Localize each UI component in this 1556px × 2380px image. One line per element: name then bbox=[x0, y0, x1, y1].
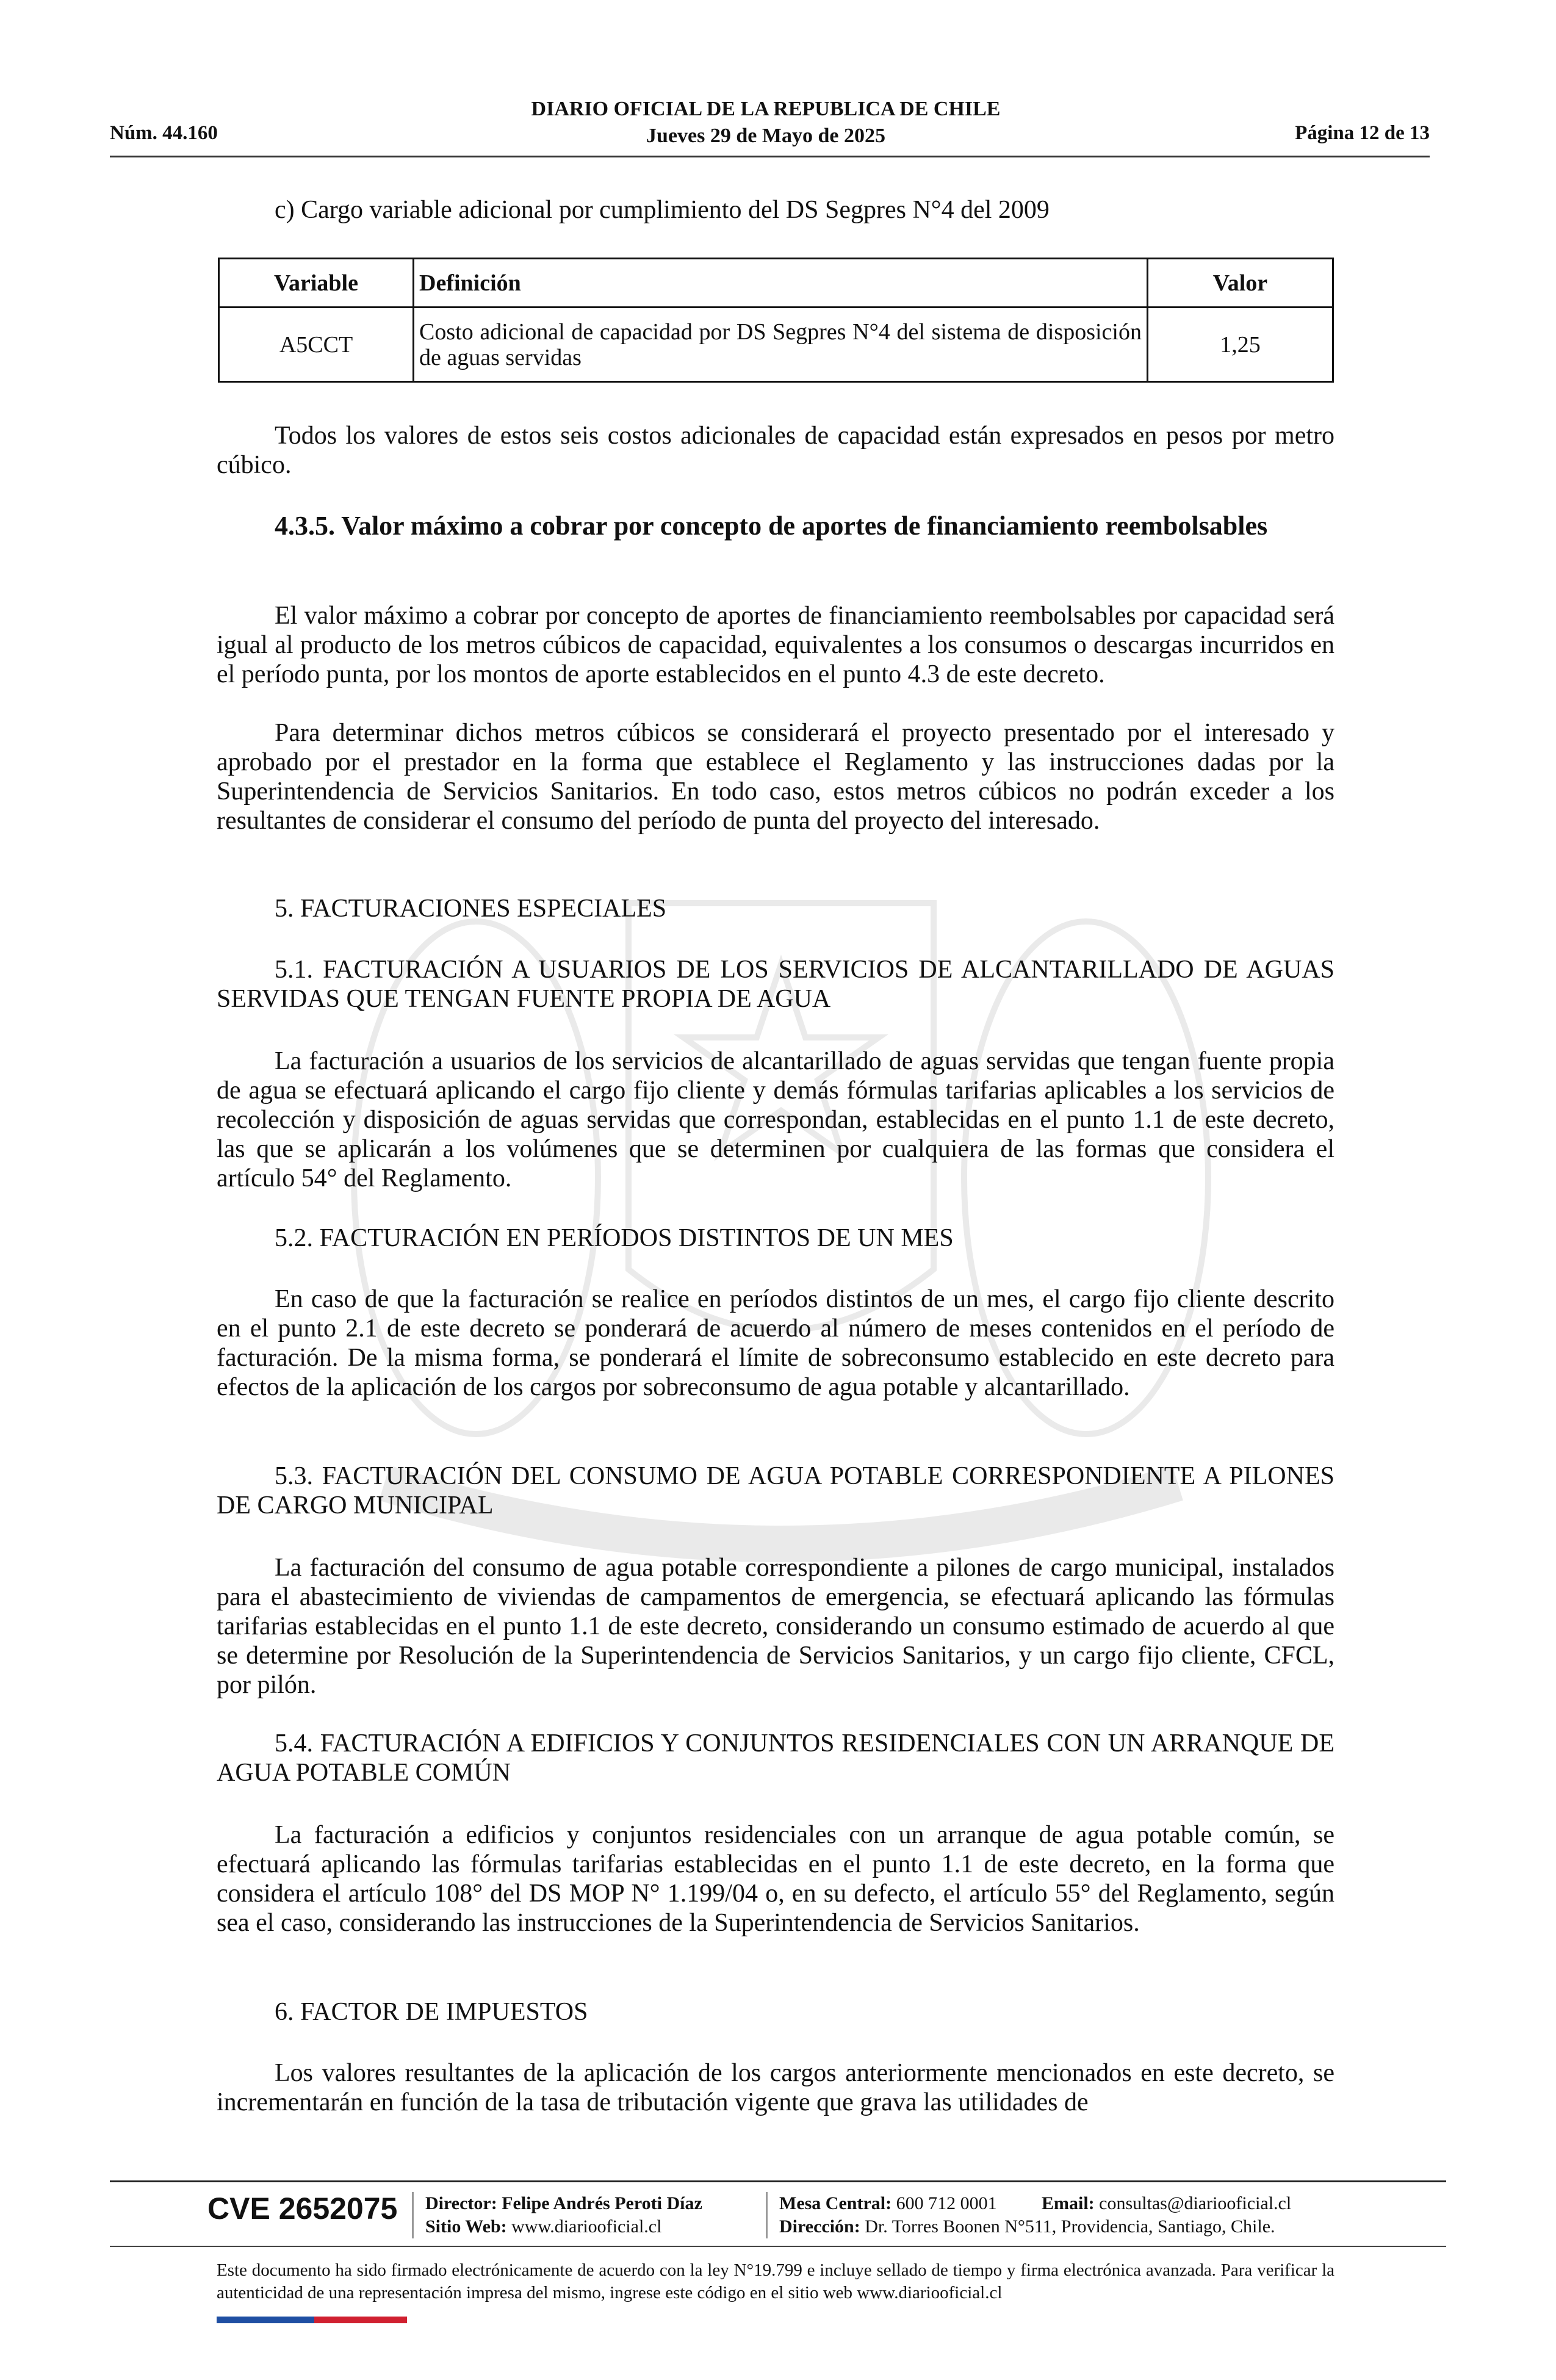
paragraph-5-4: La facturación a edificios y conjuntos residenciales con un arranque de agua potable común, se efectuará aplicando las fórmulas tarifarias establecidas en el punto 1.1 de este decreto, en la forma que considera el artículo 108° del DS MOP N° 1.199/04 o, en su defecto, el artículo 55° del Reglamento, según sea el caso, considerando las instrucciones de la Superintendencia de Servicios Sanitarios. bbox=[217, 1821, 1334, 1937]
director-name: Felipe Andrés Peroti Díaz bbox=[502, 2193, 702, 2213]
table-header-definicion: Definición bbox=[414, 259, 1148, 308]
publication-date: Jueves 29 de Mayo de 2025 bbox=[646, 124, 885, 147]
address-value: Dr. Torres Boonen N°511, Providencia, Santiago, Chile. bbox=[865, 2216, 1275, 2237]
footer-legal-note: Este documento ha sido firmado electrónicamente de acuerdo con la ley N°19.799 e incluye sellado de tiempo y firma electrónica avanzada. Para verificar la autenticidad de una representación impresa del mismo, ingrese este código en el sitio web www.diariooficial.cl bbox=[217, 2260, 1334, 2302]
mesa-phone: 600 712 0001 bbox=[896, 2193, 997, 2213]
paragraph-4-3-5-a: El valor máximo a cobrar por concepto de aportes de financiamiento reembolsables por capacidad será igual al producto de los metros cúbicos de capacidad, equivalentes a los consumos o descargas incurridos en el período punta, por los montos de aporte establecidos en el punto 4.3 de este decreto. bbox=[217, 602, 1334, 688]
heading-5-2: 5.2. FACTURACIÓN EN PERÍODOS DISTINTOS DE UN MES bbox=[275, 1224, 954, 1252]
heading-5-4: 5.4. FACTURACIÓN A EDIFICIOS Y CONJUNTOS RESIDENCIALES CON UN ARRANQUE DE AGUA POTABLE COMÚN bbox=[217, 1729, 1334, 1787]
table-header-variable: Variable bbox=[219, 259, 414, 308]
heading-5-1: 5.1. FACTURACIÓN A USUARIOS DE LOS SERVICIOS DE ALCANTARILLADO DE AGUAS SERVIDAS QUE TENGAN FUENTE PROPIA DE AGUA bbox=[217, 956, 1334, 1013]
footer-director bbox=[425, 2192, 702, 2215]
paragraph-4-3-5-b: Para determinar dichos metros cúbicos se considerará el proyecto presentado por el interesado y aprobado por el prestador en la forma que establece el Reglamento y las instrucciones dadas por la Superintendencia de Servicios Sanitarios. En todo caso, estos metros cúbicos no podrán exceder a los resultantes de considerar el consumo del período de punta del proyecto del interesado. bbox=[217, 719, 1334, 835]
flag-stripe-blue bbox=[217, 2317, 314, 2323]
footer-mesa-central bbox=[779, 2192, 997, 2215]
section-c-title: c) Cargo variable adicional por cumplimiento del DS Segpres N°4 del 2009 bbox=[275, 196, 1050, 224]
email-link[interactable]: consultas@diariooficial.cl bbox=[1099, 2193, 1292, 2213]
issue-number: Núm. 44.160 bbox=[110, 122, 218, 144]
table-row bbox=[219, 308, 1333, 382]
cve-code: CVE 2652075 bbox=[207, 2191, 398, 2226]
footer-website bbox=[425, 2215, 661, 2238]
heading-6: 6. FACTOR DE IMPUESTOS bbox=[275, 1998, 588, 2026]
table-cell-definition: Costo adicional de capacidad por DS Segpres N°4 del sistema de disposición de aguas servidas bbox=[414, 308, 1148, 382]
heading-4-3-5: 4.3.5. Valor máximo a cobrar por concepto de aportes de financiamiento reembolsables bbox=[275, 511, 1268, 541]
footer-separator bbox=[412, 2192, 414, 2238]
web-link[interactable]: www.diariooficial.cl bbox=[511, 2216, 662, 2237]
footer-address bbox=[779, 2215, 1275, 2238]
heading-5: 5. FACTURACIONES ESPECIALES bbox=[275, 895, 667, 923]
footer-top-divider bbox=[110, 2180, 1446, 2182]
footer-bottom-divider bbox=[110, 2246, 1446, 2247]
email-label: Email: bbox=[1042, 2193, 1095, 2213]
paragraph-todos: Todos los valores de estos seis costos adicionales de capacidad están expresados en pesos por metro cúbico. bbox=[217, 422, 1334, 479]
paragraph-5-1: La facturación a usuarios de los servicios de alcantarillado de aguas servidas que tengan fuente propia de agua se efectuará aplicando el cargo fijo cliente y demás fórmulas tarifarias aplicables a los servicios de recolección y disposición de aguas servidas que correspondan, establecidas en el punto 1.1 de este decreto, las que se aplicarán a los volúmenes que se determinen por cualquiera de las formas que considera el artículo 54° del Reglamento. bbox=[217, 1047, 1334, 1192]
paragraph-6: Los valores resultantes de la aplicación de los cargos anteriormente mencionados en este decreto, se incrementarán en función de la tasa de tributación vigente que grava las utilidades de bbox=[217, 2059, 1334, 2116]
publication-title: DIARIO OFICIAL DE LA REPUBLICA DE CHILE bbox=[531, 98, 1001, 120]
mesa-label: Mesa Central: bbox=[779, 2193, 892, 2213]
variable-table bbox=[218, 258, 1334, 383]
table-cell-value: 1,25 bbox=[1148, 308, 1333, 382]
paragraph-5-3: La facturación del consumo de agua potable correspondiente a pilones de cargo municipal, instalados para el abastecimiento de viviendas de campamentos de emergencia, se efectuará aplicando las fórmulas tarifarias establecidas en el punto 1.1 de este decreto, considerando un consumo estimado de acuerdo al que se determine por Resolución de la Superintendencia de Servicios Sanitarios, y un cargo fijo cliente, CFCL, por pilón. bbox=[217, 1554, 1334, 1699]
web-label: Sitio Web: bbox=[425, 2216, 507, 2237]
table-header-valor: Valor bbox=[1148, 259, 1333, 308]
flag-stripe-red bbox=[314, 2317, 407, 2323]
address-label: Dirección: bbox=[779, 2216, 860, 2237]
footer-separator bbox=[766, 2192, 768, 2238]
footer-email bbox=[1042, 2192, 1291, 2215]
director-label: Director: bbox=[425, 2193, 497, 2213]
page-number: Página 12 de 13 bbox=[1295, 122, 1430, 144]
header-divider bbox=[110, 156, 1430, 157]
table-header-row bbox=[219, 259, 1333, 308]
heading-5-3: 5.3. FACTURACIÓN DEL CONSUMO DE AGUA POTABLE CORRESPONDIENTE A PILONES DE CARGO MUNICIPAL bbox=[217, 1462, 1334, 1520]
table-cell-variable: A5CCT bbox=[219, 308, 414, 382]
paragraph-5-2: En caso de que la facturación se realice en períodos distintos de un mes, el cargo fijo cliente descrito en el punto 2.1 de este decreto se ponderará de acuerdo al número de meses contenidos en el período de facturación. De la misma forma, se ponderará el límite de sobreconsumo establecido en este decreto para efectos de la aplicación de los cargos por sobreconsumo de agua potable y alcantarillado. bbox=[217, 1285, 1334, 1401]
